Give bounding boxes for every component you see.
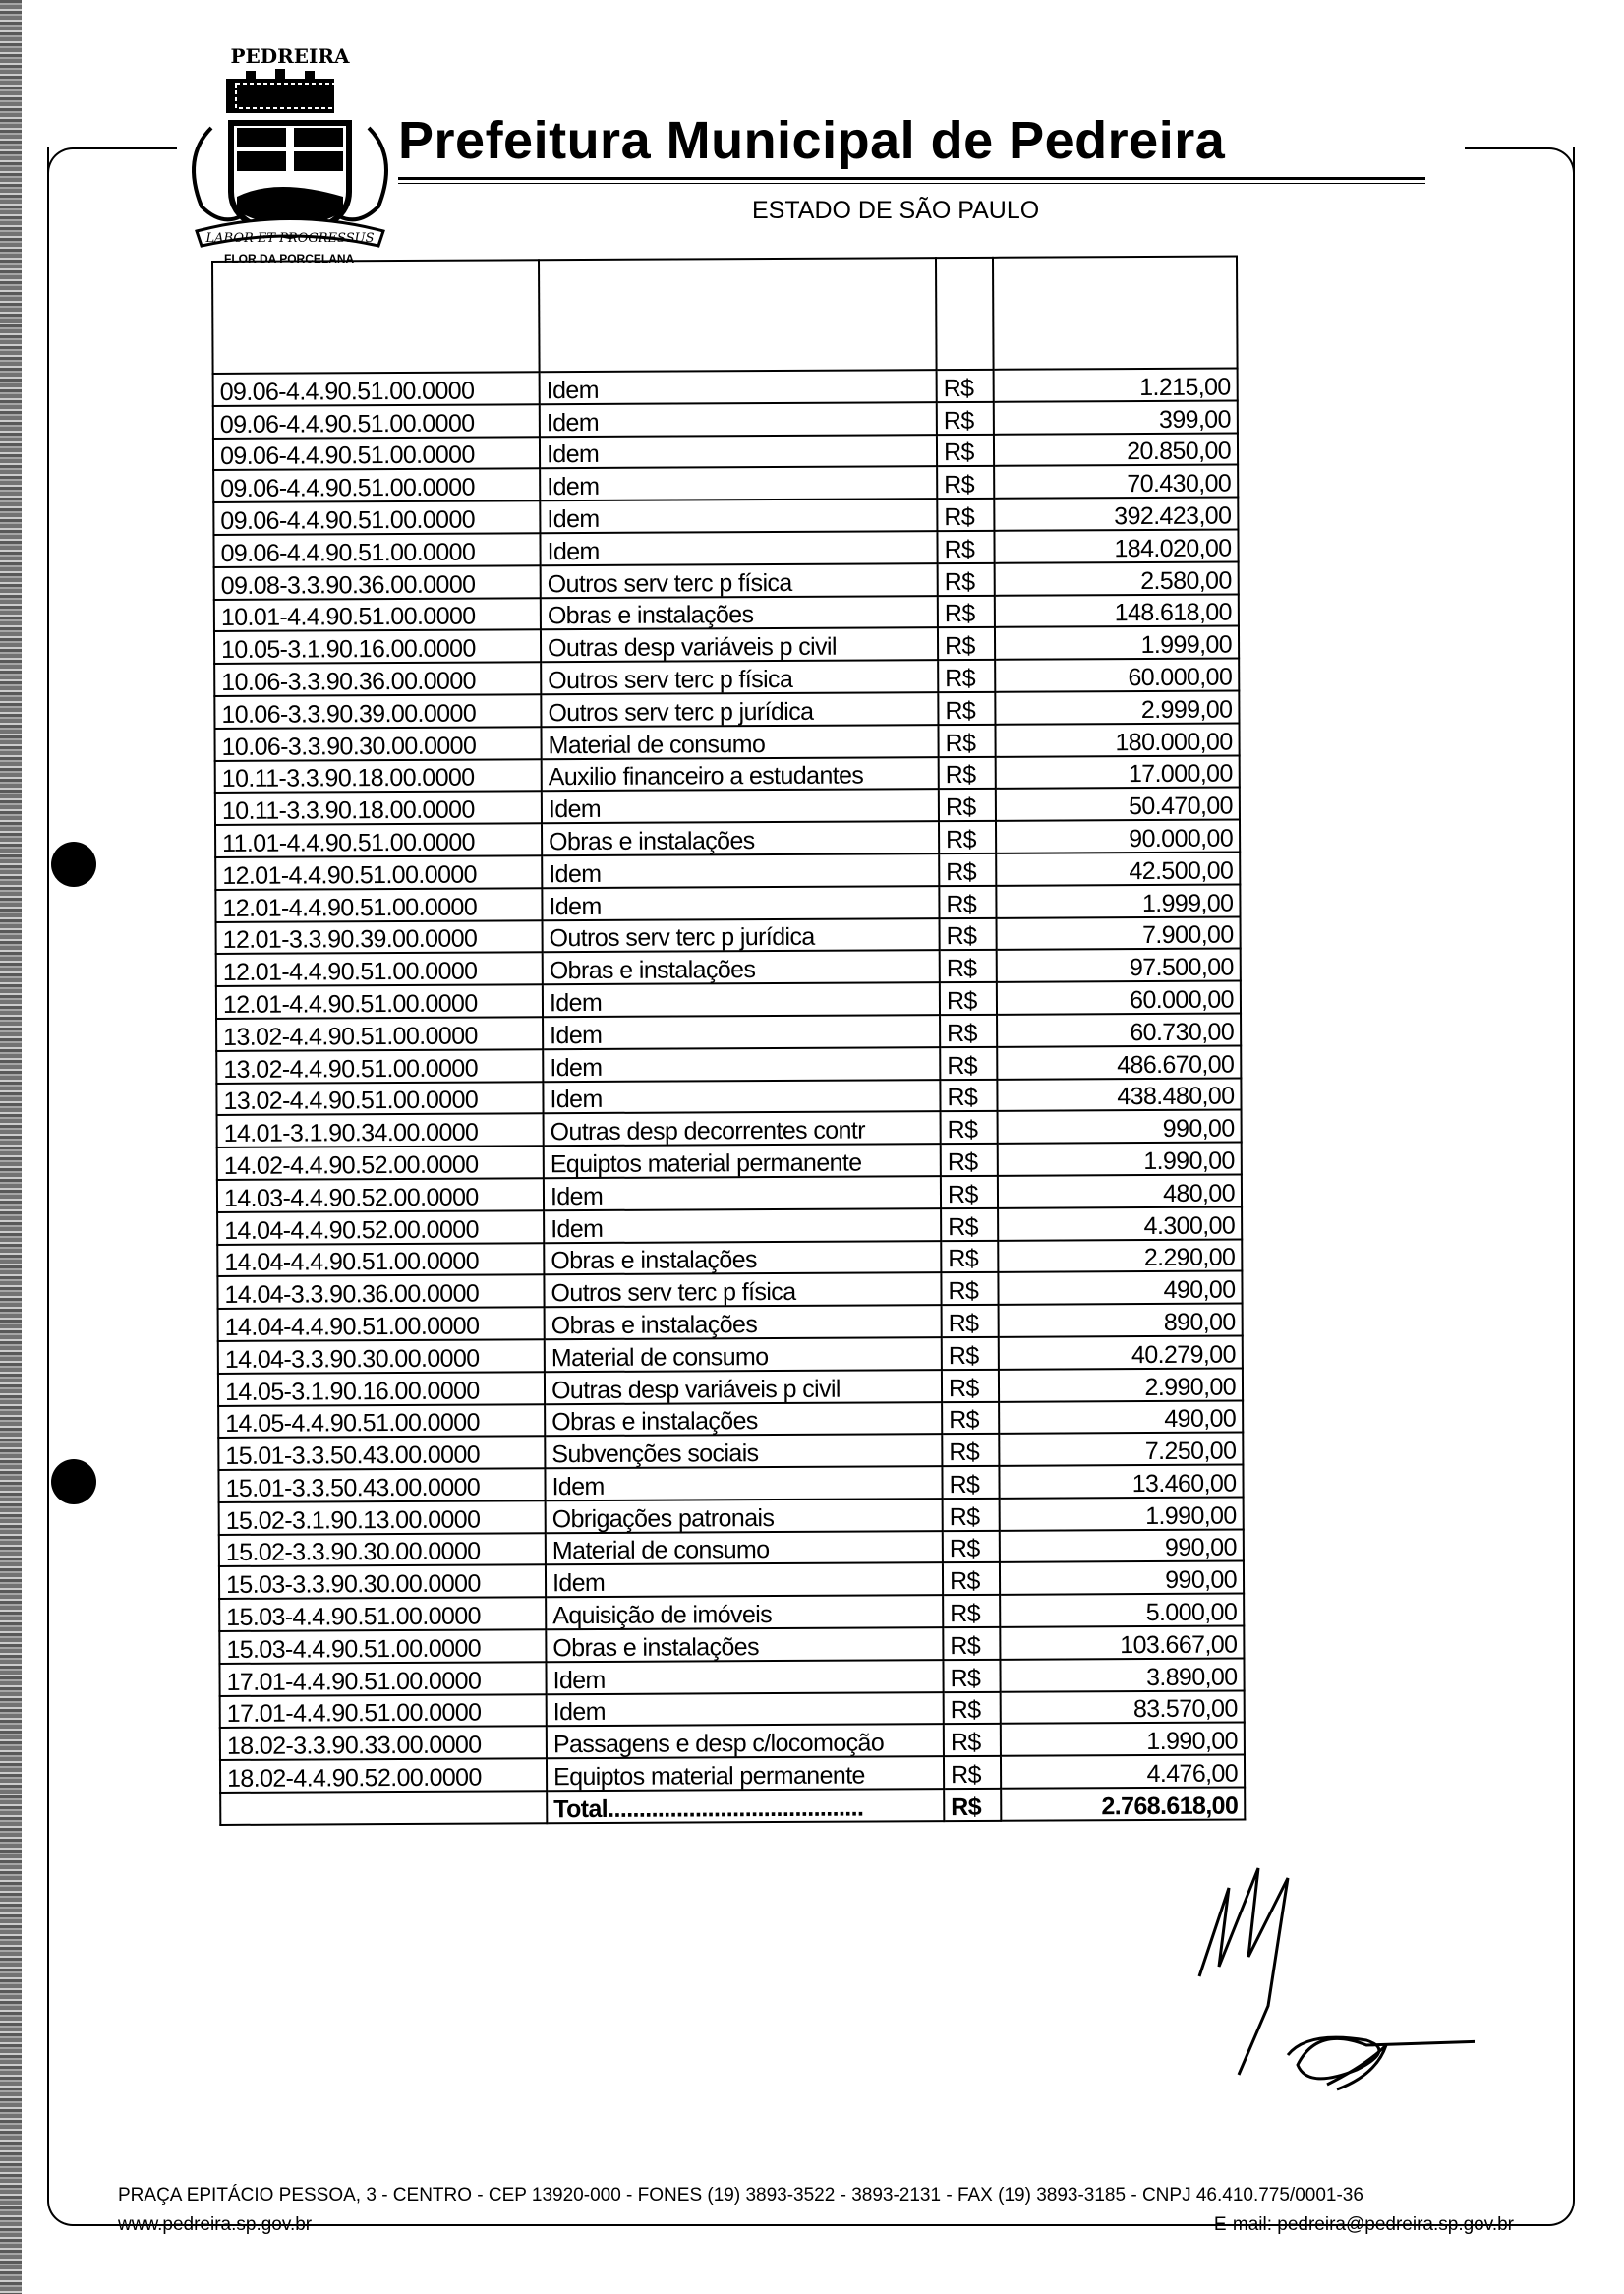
account-code-cell: 12.01-4.4.90.51.00.0000 (215, 855, 542, 890)
amount-cell: 490,00 (999, 1400, 1243, 1434)
account-code-cell: 14.04-3.3.90.30.00.0000 (218, 1339, 545, 1374)
amount-cell: 50.470,00 (996, 788, 1240, 821)
table-row (217, 1206, 1242, 1244)
amount-cell: 17.000,00 (996, 755, 1240, 789)
currency-cell: R$ (941, 1144, 998, 1176)
amount-cell: 20.850,00 (994, 433, 1238, 466)
table-row (213, 498, 1238, 535)
description-cell: Idem (540, 370, 937, 404)
amount-cell: 2.290,00 (998, 1239, 1242, 1272)
currency-cell: R$ (938, 692, 995, 725)
account-code-cell: 15.02-3.3.90.30.00.0000 (219, 1533, 546, 1567)
table-row (213, 400, 1238, 438)
amount-cell: 40.279,00 (999, 1335, 1243, 1369)
account-code-cell: 15.01-3.3.50.43.00.0000 (218, 1437, 545, 1471)
description-cell: Idem (543, 1015, 940, 1049)
table-row (217, 1143, 1242, 1180)
table-row (214, 691, 1239, 729)
amount-cell: 438.480,00 (997, 1078, 1241, 1111)
account-code-cell: 09.06-4.4.90.51.00.0000 (213, 404, 540, 439)
budget-table (211, 256, 1246, 1826)
currency-cell: R$ (941, 1111, 998, 1144)
description-cell: Obras e instalações (544, 1241, 941, 1275)
currency-cell: R$ (939, 821, 996, 853)
currency-cell: R$ (941, 1176, 998, 1208)
table-row (215, 852, 1240, 889)
account-code-cell: 09.06-4.4.90.51.00.0000 (213, 500, 540, 535)
account-code-cell: 13.02-4.4.90.51.00.0000 (216, 1049, 543, 1084)
account-code-cell: 10.06-3.3.90.39.00.0000 (214, 694, 541, 729)
description-cell: Subvenções sociais (545, 1434, 942, 1468)
account-code-cell: 14.04-3.3.90.36.00.0000 (217, 1275, 544, 1310)
footer-address: PRAÇA EPITÁCIO PESSOA, 3 - CENTRO - CEP 13920-000 - FONES (19) 3893-3522 - 3893-2131 - FAX (19) 3893-3185 - CNPJ 46.410.775/0001-36 (118, 2185, 1363, 2206)
header-cell (993, 257, 1238, 370)
description-cell: Outros serv terc p jurídica (541, 692, 938, 727)
currency-cell: R$ (943, 1627, 1000, 1660)
amount-cell: 990,00 (998, 1110, 1242, 1144)
account-code-cell: 15.03-3.3.90.30.00.0000 (219, 1565, 546, 1600)
currency-cell: R$ (944, 1756, 1001, 1789)
currency-cell: R$ (938, 595, 995, 627)
currency-cell: R$ (942, 1434, 999, 1466)
account-code-cell: 10.01-4.4.90.51.00.0000 (214, 598, 541, 632)
currency-cell: R$ (944, 1789, 1001, 1821)
currency-cell: R$ (938, 563, 995, 596)
description-cell: Outros serv terc p jurídica (543, 918, 940, 953)
table-row (219, 1561, 1244, 1599)
account-code-cell: 13.02-4.4.90.51.00.0000 (216, 1082, 543, 1116)
page-title: Prefeitura Municipal de Pedreira (398, 111, 1226, 170)
table-row (217, 1271, 1242, 1309)
table-row (220, 1755, 1245, 1793)
amount-cell: 486.670,00 (997, 1045, 1241, 1079)
description-cell: Obras e instalações (543, 950, 940, 984)
frame-corner-right (1465, 147, 1575, 179)
currency-cell: R$ (937, 434, 994, 466)
account-code-cell: 14.05-4.4.90.51.00.0000 (218, 1404, 545, 1439)
table-row (219, 1497, 1244, 1534)
table-row (216, 1013, 1241, 1050)
amount-cell: 490,00 (998, 1271, 1242, 1305)
table-row (216, 1045, 1241, 1083)
amount-cell: 990,00 (1000, 1529, 1244, 1562)
account-code-cell: 13.02-4.4.90.51.00.0000 (216, 1017, 543, 1051)
description-cell: Obras e instalações (541, 596, 938, 630)
municipal-crest-logo (172, 39, 408, 265)
account-code-cell: 14.03-4.4.90.52.00.0000 (217, 1178, 544, 1212)
amount-cell: 4.300,00 (998, 1206, 1242, 1240)
account-code-cell: 15.03-4.4.90.51.00.0000 (219, 1629, 546, 1664)
table-row (216, 981, 1241, 1019)
account-code-cell: 15.01-3.3.50.43.00.0000 (218, 1468, 545, 1502)
description-cell: Idem (543, 1080, 940, 1114)
currency-cell: R$ (944, 1724, 1001, 1756)
description-cell: Idem (540, 467, 937, 501)
currency-cell: R$ (937, 499, 994, 531)
table-row (216, 916, 1241, 954)
currency-cell: R$ (942, 1305, 999, 1337)
table-row (214, 561, 1239, 599)
currency-cell: R$ (944, 1691, 1001, 1724)
description-cell: Obras e instalações (546, 1627, 943, 1662)
description-cell: Aquisição de imóveis (546, 1595, 943, 1629)
table-row (216, 1078, 1241, 1115)
account-code-cell: 10.06-3.3.90.30.00.0000 (214, 727, 541, 761)
amount-cell: 1.999,00 (996, 884, 1240, 917)
frame-corner-left (47, 147, 177, 179)
table-row (218, 1335, 1243, 1373)
header-cell (936, 258, 994, 370)
currency-cell: R$ (940, 1015, 997, 1047)
description-cell: Idem (540, 531, 937, 565)
table-header-row (212, 257, 1238, 374)
amount-cell: 83.570,00 (1001, 1690, 1245, 1724)
account-code-cell: 12.01-4.4.90.51.00.0000 (216, 953, 543, 987)
table-row (217, 1239, 1242, 1276)
table-row (219, 1658, 1244, 1695)
currency-cell: R$ (941, 1240, 998, 1272)
amount-cell: 890,00 (999, 1304, 1243, 1337)
table-row (217, 1174, 1242, 1211)
account-code-cell: 12.01-4.4.90.51.00.0000 (216, 984, 543, 1019)
amount-cell: 7.900,00 (997, 916, 1241, 950)
currency-cell: R$ (943, 1531, 1000, 1563)
account-code-cell: 09.06-4.4.90.51.00.0000 (213, 533, 540, 567)
amount-cell: 990,00 (1000, 1561, 1244, 1595)
svg-text:LABOR ET PROGRESSUS: LABOR ET PROGRESSUS (205, 231, 375, 246)
currency-cell: R$ (943, 1499, 1000, 1531)
account-code-cell: 14.02-4.4.90.52.00.0000 (217, 1146, 544, 1180)
amount-cell: 42.500,00 (996, 852, 1240, 885)
description-cell: Obras e instalações (545, 1402, 942, 1437)
currency-cell: R$ (937, 370, 994, 402)
description-cell: Idem (540, 499, 937, 533)
account-code-cell: 11.01-4.4.90.51.00.0000 (215, 823, 542, 857)
amount-cell: 103.667,00 (1000, 1626, 1244, 1660)
amount-cell: 7.250,00 (999, 1433, 1243, 1466)
amount-cell: 60.730,00 (997, 1013, 1241, 1046)
currency-cell: R$ (939, 853, 996, 886)
amount-cell: 399,00 (994, 400, 1238, 434)
account-code-cell: 14.01-3.1.90.34.00.0000 (217, 1114, 544, 1148)
amount-cell: 1.990,00 (1001, 1723, 1245, 1756)
description-cell: Outros serv terc p física (541, 660, 938, 694)
account-code-cell: 14.04-4.4.90.51.00.0000 (217, 1243, 544, 1277)
currency-cell: R$ (942, 1337, 999, 1370)
header-cell (212, 260, 540, 374)
currency-cell: R$ (937, 466, 994, 499)
currency-cell: R$ (943, 1660, 1000, 1692)
page-subtitle: ESTADO DE SÃO PAULO (752, 197, 1040, 224)
account-code-cell: 18.02-3.3.90.33.00.0000 (220, 1727, 547, 1761)
total-amount: 2.768.618,00 (1001, 1788, 1245, 1821)
punch-hole (51, 842, 96, 887)
description-cell: Outros serv terc p física (544, 1272, 941, 1307)
table-row (213, 530, 1238, 567)
amount-cell: 1.990,00 (998, 1143, 1242, 1176)
empty-cell (220, 1791, 547, 1825)
account-code-cell: 15.02-3.1.90.13.00.0000 (219, 1500, 546, 1535)
table-row (218, 1304, 1243, 1341)
amount-cell: 1.999,00 (995, 626, 1239, 660)
currency-cell: R$ (940, 1079, 997, 1111)
description-cell: Outras desp decorrentes contr (544, 1111, 941, 1146)
currency-cell: R$ (940, 950, 997, 982)
amount-cell: 97.500,00 (997, 949, 1241, 982)
amount-cell: 90.000,00 (996, 820, 1240, 853)
total-row (220, 1788, 1245, 1825)
description-cell: Equiptos material permanente (544, 1144, 941, 1178)
currency-cell: R$ (941, 1208, 998, 1241)
account-code-cell: 10.11-3.3.90.18.00.0000 (215, 792, 542, 826)
table-row (218, 1400, 1243, 1438)
account-code-cell: 10.06-3.3.90.36.00.0000 (214, 662, 541, 696)
amount-cell: 480,00 (998, 1174, 1242, 1207)
currency-cell: R$ (940, 917, 997, 950)
account-code-cell: 10.11-3.3.90.18.00.0000 (215, 759, 542, 794)
description-cell: Material de consumo (541, 725, 938, 759)
table-row (213, 433, 1238, 470)
account-code-cell: 14.05-3.1.90.16.00.0000 (218, 1372, 545, 1406)
currency-cell: R$ (939, 886, 996, 918)
amount-cell: 2.580,00 (995, 561, 1239, 595)
account-code-cell: 09.08-3.3.90.36.00.0000 (214, 565, 541, 600)
account-code-cell: 15.03-4.4.90.51.00.0000 (219, 1598, 546, 1632)
account-code-cell: 14.04-4.4.90.52.00.0000 (217, 1210, 544, 1245)
currency-cell: R$ (943, 1595, 1000, 1627)
description-cell: Equiptos material permanente (547, 1756, 944, 1791)
description-cell: Idem (545, 1466, 942, 1500)
header-cell (539, 258, 937, 372)
description-cell: Material de consumo (545, 1337, 942, 1372)
table-row (215, 755, 1240, 793)
description-cell: Material de consumo (546, 1531, 943, 1565)
amount-cell: 4.476,00 (1001, 1755, 1245, 1789)
amount-cell: 13.460,00 (999, 1465, 1243, 1499)
amount-cell: 180.000,00 (995, 723, 1239, 756)
account-code-cell: 09.06-4.4.90.51.00.0000 (213, 469, 540, 503)
amount-cell: 2.999,00 (995, 691, 1239, 725)
currency-cell: R$ (937, 402, 994, 435)
account-code-cell: 17.01-4.4.90.51.00.0000 (219, 1662, 546, 1696)
description-cell: Idem (542, 853, 939, 888)
table-row (217, 1110, 1242, 1147)
table-row (219, 1626, 1244, 1664)
description-cell: Idem (540, 435, 937, 469)
description-cell: Obrigações patronais (546, 1499, 943, 1533)
table-row (220, 1723, 1245, 1760)
amount-cell: 1.990,00 (1000, 1497, 1244, 1530)
description-cell: Idem (544, 1176, 941, 1210)
table-row (214, 626, 1239, 664)
amount-cell: 2.990,00 (999, 1368, 1243, 1401)
description-cell: Passagens e desp c/locomoção (547, 1725, 944, 1759)
description-cell: Outros serv terc p física (541, 563, 938, 598)
table-row (213, 369, 1238, 406)
footer-email-link[interactable]: E-mail: pedreira@pedreira.sp.gov.br (1213, 2214, 1514, 2235)
amount-cell: 70.430,00 (994, 465, 1238, 499)
table-row (213, 465, 1238, 502)
amount-cell: 1.215,00 (994, 369, 1238, 402)
amount-cell: 60.000,00 (995, 659, 1239, 692)
account-code-cell: 12.01-4.4.90.51.00.0000 (215, 888, 542, 922)
punch-hole (51, 1459, 96, 1504)
scan-edge-noise (0, 0, 22, 2294)
amount-cell: 3.890,00 (1000, 1658, 1244, 1691)
account-code-cell: 12.01-3.3.90.39.00.0000 (216, 920, 543, 955)
table-row (214, 659, 1239, 696)
description-cell: Obras e instalações (542, 821, 939, 855)
description-cell: Obras e instalações (545, 1305, 942, 1339)
currency-cell: R$ (942, 1370, 999, 1402)
account-code-cell: 10.05-3.1.90.16.00.0000 (214, 630, 541, 665)
currency-cell: R$ (938, 627, 995, 660)
currency-cell: R$ (938, 725, 995, 757)
svg-text:PEDREIRA: PEDREIRA (230, 44, 350, 68)
amount-cell: 392.423,00 (994, 498, 1238, 531)
description-cell: Idem (540, 402, 937, 437)
description-cell: Auxilio financeiro a estudantes (542, 757, 939, 792)
description-cell: Idem (542, 789, 939, 823)
currency-cell: R$ (939, 789, 996, 821)
currency-cell: R$ (942, 1401, 999, 1434)
table-row (214, 723, 1239, 760)
table-row (214, 594, 1239, 631)
currency-cell: R$ (940, 1047, 997, 1080)
amount-cell: 148.618,00 (995, 594, 1239, 627)
table-row (216, 949, 1241, 986)
handwritten-signature (1160, 1849, 1475, 2114)
title-underline (398, 177, 1425, 184)
description-cell: Outras desp variáveis p civil (545, 1370, 942, 1404)
currency-cell: R$ (938, 660, 995, 692)
description-cell: Outras desp variáveis p civil (541, 628, 938, 663)
description-cell: Idem (546, 1563, 943, 1598)
currency-cell: R$ (937, 531, 994, 563)
currency-cell: R$ (939, 756, 996, 789)
amount-cell: 60.000,00 (997, 981, 1241, 1015)
currency-cell: R$ (943, 1562, 1000, 1595)
account-code-cell: 18.02-4.4.90.52.00.0000 (220, 1759, 547, 1794)
account-code-cell: 14.04-4.4.90.51.00.0000 (218, 1307, 545, 1341)
description-cell: Idem (543, 982, 940, 1017)
table-row (215, 884, 1240, 921)
description-cell: Idem (543, 1047, 940, 1082)
amount-cell: 5.000,00 (1000, 1594, 1244, 1627)
description-cell: Idem (542, 886, 939, 920)
table-row (220, 1690, 1245, 1728)
account-code-cell: 17.01-4.4.90.51.00.0000 (220, 1694, 547, 1729)
currency-cell: R$ (942, 1466, 999, 1499)
description-cell: Idem (547, 1692, 944, 1727)
amount-cell: 184.020,00 (994, 530, 1238, 563)
table-row (218, 1368, 1243, 1405)
account-code-cell: 09.06-4.4.90.51.00.0000 (213, 372, 540, 406)
table-row (219, 1529, 1244, 1566)
table-row (218, 1465, 1243, 1502)
currency-cell: R$ (941, 1272, 998, 1305)
table-row (218, 1433, 1243, 1470)
description-cell: Idem (544, 1208, 941, 1243)
footer-website-link[interactable]: www.pedreira.sp.gov.br (118, 2214, 313, 2235)
description-cell: Idem (546, 1660, 943, 1694)
crest-caption: FLOR DA PORCELANA (224, 252, 355, 265)
currency-cell: R$ (940, 982, 997, 1015)
table-row (215, 788, 1240, 825)
table-row (219, 1594, 1244, 1631)
table-row (215, 820, 1240, 857)
account-code-cell: 09.06-4.4.90.51.00.0000 (213, 437, 540, 471)
total-label: Total......................................... (547, 1789, 944, 1823)
